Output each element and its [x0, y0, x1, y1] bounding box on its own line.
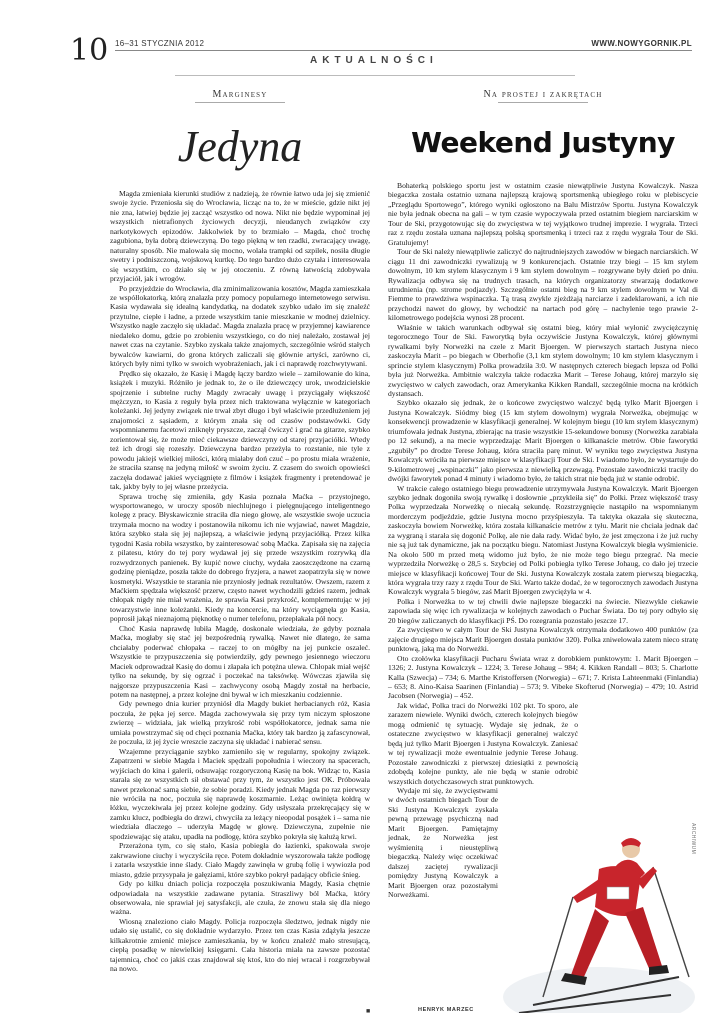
section-rule — [175, 75, 575, 76]
article-weekend-justyny — [388, 85, 698, 899]
paragraph: Tour de Ski należy niewątpliwie zaliczyć do najtrudniejszych zawodów w biegach narciarskich. W ciągu 11 dni zawodniczki rywalizują w 9 konkurencjach. Ostatnie trzy biegi – 15 km stylem dowolnym, 10 km stylem klasycznym i 9 km stylem dowolnym – rozgrywane były dzień po dniu. Rywalizacja odbywa się na trudnych trasach, na których organizatorzy stwarzają dodatkowe utrudnienia (np. strome podjazdy). Szczególnie ostatni bieg na 9 km stylem dowolnym w Val di Fiemme to prawdziwa wspinaczka. Tą trasą zwykle zjeżdżają narciarze i zadeklarowani, a ich nie przychodzi nawet do głowy, by wchodzić na nartach pod górę – nachylenie tego prawie 2-kilometrowego podejścia wynosi 28 procent. — [388, 247, 698, 323]
paragraph: Gdy po kilku dniach policja rozpoczęła poszukiwania Magdy, Kasia chętnie odpowiadała na wszystkie zadawane pytania. Straszliwy ból Maćka, który obserwowała, nie sprawiał jej satysfakcji, ale czuła, że znowu stała się dla niego ważna. — [110, 879, 370, 917]
kicker-rule — [195, 102, 285, 103]
column-kicker: Marginesy — [212, 89, 268, 100]
page-number: 10 — [70, 33, 109, 68]
paragraph: Wiosną znaleziono ciało Magdy. Policja rozpoczęła śledztwo, jednak nigdy nie udało się ustalić, co się dokładnie wydarzyło. Przez ten czas Kasia zdążyła jeszcze kilkakrotnie zmienić miejsce zamieszkania, by w końcu znaleźć mało stresującą, ciepłą posadkę w niewielkiej księgarni. Cała historia miała na zawsze pozostać tajemnicą, choć co jakiś czas znajdował się ktoś, kto do niej wracał i rozgrzebywał na nowo. — [110, 916, 370, 974]
paragraph: W trakcie całego ostatniego biegu prowadzenie utrzymywała Justyna Kowalczyk. Marit Bjoergen szybko jednak dogoniła swoją rywalkę i dosłownie „przykleiła się” do Polki. Przez większość trasy Polka wyprzedzała Norweżkę o niecałą sekundę. Rozstrzygnięcie nastąpiło na wspomnianym morderczym podjeździe, gdzie Justyna mocno przyśpieszyła. Ta taktyka okazała się skuteczna, zaskoczyła bowiem Norweżkę, która została kilkanaście metrów z tyłu. Marit nie chciała jednak dać za wygraną i starała się dogonić Polkę, ale nie dała rady. Widać było, że jest zmęczona i że już ruchy nie są już tak dynamiczne, jak na początku biegu. Natomiast Justyna Kowalczyk biegła wyśmienicie. Na około 500 m przed metą widomo już było, że nie może tego biegu przegrać. Na mecie wyprzedziła Norweżkę o 28,5 s. Szybciej od Polki pobiegła tylko Terese Johaug, co dało jej trzecie miejsce w klasyfikacji końcowej Tour de Ski. Justyna Kowalczyk została zatem pierwszą biegaczką, która wygrała trzy razy z rzędu Tour de Ski. Warto także dodać, że w tegorocznych zawodach Justyna Kowalczyk wygrała 5 biegów, zaś Marit Bjoergen zwyciężyła w 4. — [388, 483, 698, 597]
paragraph: Sprawa trochę się zmieniła, gdy Kasia poznała Maćka – przystojnego, wysportowanego, w uroczy sposób niechlujnego i pielęgnującego inteligentnego kolegę z pracy. Błyskawicznie straciła dla niego głowę, ale wszystkie swoje uczucia trzymała mocno na wodzy i postanowiła nikomu ich nie wyjawiać, nawet Magdzie, która szybko stała się jej najlepszą, a właściwie jedyną przyjaciółką. Przez kilka tygodni Kasia robiła wszystko, by zainteresować sobą Maćka. Zapisała się na zajęcia z pilatesu, który do tej pory wydawał jej się przede wszystkim rozrywką dla rozwydrzonych panienek. By kupić nowe ciuchy, wydała zaoszczędzone na czarną godzinę pieniądze, poszła także do dobrego fryzjera, a nawet zaopatrzyła się w nowe kosmetyki. Wszystkie te starania nie przyniosły jednak rezultatów. Owszem, razem z Maćkiem spędzała większość przerw, często nawet wychodzili gdzieś razem, jednak chłopak nigdy nie miał wrażenia, że sprawia Kasi przykrość, komplementując w jej towarzystwie inne koleżanki. Kiedy na koncercie, na który wyciągnęła go Kasia, poprosił jakąś nieznajomą pięknotkę o numer telefonu, przepłakała pół nocy. — [110, 491, 370, 624]
paragraph: Oto czołówka klasyfikacji Pucharu Świata wraz z dorobkiem punktowym: 1. Marit Bjoergen – 1326; 2. Justyna Kowalczyk – 1224; 3. Terese Johaug – 984; 4. Kikken Randall – 803; 5. Charlotte Kalla (Szwecja) – 734; 6. Marthe Kristoffersen (Norwegia) – 671; 7. Krista Lahteenmaki (Finlandia) – 653; 8. Aino-Kaisa Saarinen (Finlandia) – 573; 9. Vibeke Skofterud (Norwegia) – 479; 10. Astrid Jacobsen (Norwegia) – 452. — [388, 653, 698, 701]
section-name: AKTUALNOŚCI — [310, 55, 438, 66]
skier-photo — [503, 827, 695, 1013]
paragraph: Wzajemne przyciąganie szybko zamieniło się w regularny, spokojny związek. Zapatrzeni w siebie Magda i Maciek spędzali popołudnia i wieczory na spacerach, wyjściach do kina i galerii, odsuwając rozgoryczoną Kasię na bok. Widząc to, Kasia starała się ze wszystkich sił obstawać przy tym, że wszystko jest OK. Próbowała nawet przekonać samą siebie, że sobie poradzi. Kiedy jednak Magda po raz pierwszy nie wróciła na noc, poczuła się naprawdę koszmarnie. Leżąc owinięta kołdrą w łóżku, wyczekiwała jej przez kolejne godziny. Gdy usłyszała przekręcający się w zamku klucz, podbiegła do drzwi, chwyciła za leżący nieopodal posążek i – sama nie wiedziała dlaczego – uderzyła Magdę w głowę. Dziewczyna, zupełnie nie spodziewając się ataku, upadła na podłogę, która szybko pokryła się kałużą krwi. — [110, 746, 370, 841]
issue-date: 16–31 STYCZNIA 2012 — [115, 39, 205, 48]
paragraph: Właśnie w takich warunkach odbywał się ostatni bieg, który miał wyłonić zwyciężczynię tegorocznego Tour de Ski. Faworytką była oczywiście Justyna Kowalczyk, której głównymi rywalkami były Norweżki na czele z Marit Bjoergen. W pierwszych startach Justyna nieco zaskoczyła Marit – po biegach w Oberhofie (3,1 km stylem dowolnym; 10 km stylem klasycznym i sprincie stylem klasycznym) Polka prowadziła 3:0. W następnych czterech biegach lepsza od Polki była już Norweżka. Ambitnie walczyła także rodaczka Marit – Terese Johaug, której marzyło się zwycięstwo w całych zawodach, oraz Amerykanka Kikken Randall, szczególnie mocna na krótkich dystansach. — [388, 322, 698, 398]
paragraph: Polka i Norweżka to w tej chwili dwie najlepsze biegaczki na świecie. Niezwykle ciekawie zapowiada się więc ich rywalizacja w kolejnych zawodach o Puchar Świata. Do tej pory odbyło się 20 biegów zaliczanych do klasyfikacji PŚ. Do rozegrania pozostało jeszcze 17. — [388, 596, 698, 625]
byline: HENRYK MARZEC — [418, 1007, 474, 1013]
paragraph: Choć Kasia naprawdę lubiła Magdę, doskonale wiedziała, że gdyby poznała Maćka, mogłaby się stać jej bezpośrednią rywalką. Nawet nie dlatego, że sama chciałaby poderwać chłopaka – raczej to on mógłby na jej punkcie oszaleć. Wszystkie te przypuszczenia się potwierdziły, gdy pewnego jesiennego wieczoru Maciek odprowadzał Kasię do domu i złapała ich potężna ulewa. Chłopak miał wejść tylko na sekundę, by się ogrzać i poczekać na taksówkę. Wówczas zjawiła się najgorsze przypuszczenia Kasi – zachwycony osobą Magdy został na herbacie, potem na następnej, a przez kolejne dni bywał w ich mieszkaniu codziennie. — [110, 623, 370, 700]
paragraph: Przerażona tym, co się stało, Kasia pobiegła do łazienki, spakowała swoje zakrwawione ciuchy i wyczyściła ręce. Potem dokładnie wyszorowała także podłogę i zatarła wszystkie inne ślady. Ciało Magdy zawinęła w grubą folię i wywiozła pod miasto, gdzie przysypała je gałęziami, które szybko pokrył padający obficie śnieg. — [110, 841, 370, 879]
article-body — [110, 189, 370, 974]
article-body — [388, 181, 698, 899]
header-rule — [115, 50, 692, 51]
article-title: Weekend Justyny — [411, 126, 675, 159]
paragraph: Bohaterką polskiego sportu jest w ostatnim czasie niewątpliwie Justyna Kowalczyk. Nasza biegaczka została ostatnio uznana najlepszą krajową sportsmenką ubiegłego roku w plebiscycie „Przeglądu Sportowego”, którego wyniki ogłoszono na Balu Mistrzów Sportu. Justyna Kowalczyk nie była jednak obecna na gali – w tym czasie wypoczywała przed ostatnim biegiem narciarskim w Tour de Ski, przygotowując się do zwycięstwa w tej wyjątkowo trudnej imprezie. I wygrała. Trzeci raz z rzędu została uznana najlepszą polską sportsmenką i trzeci raz z rzędu wygrała Tour de Ski. Gratulujemy! — [388, 181, 698, 247]
photo-credit: ARCHIWUM — [690, 823, 696, 855]
column-kicker: Na prostej i zakrętach — [483, 89, 603, 100]
paragraph: Wydaje mi się, że zwycięstwami w dwóch ostatnich biegach Tour de Ski Justyna Kowalczyk zyskała pewną przewagę psychiczną nad Marit Bjoergen. Pamiętajmy jednak, że Norweżka jest wyśmienitą i nieustępliwą biegaczką. Należy więc oczekiwać dalszej zaciętej rywalizacji pomiędzy Justyną Kowalczyk a Marit Bjoergen oraz pozostałymi Norweżkami. — [388, 786, 498, 899]
paragraph: Szybko okazało się jednak, że o końcowe zwycięstwo walczyć będą tylko Marit Bjoergen i Justyna Kowalczyk. Siódmy bieg (15 km stylem dowolnym) wygrała Norweżka, obejmując w konsekwencji prowadzenie w klasyfikacji generalnej. W kolejnym biegu (10 km stylem klasycznym) triumfowała jednak Justyna, zbierając na trasie wszystkie 15-sekundowe bonusy (Norweżka zarabiała po 12 sekund), a na mecie wyprzedzając Marit Bjoergen o kilkanaście metrów. Obie faworytki „zgubiły” po drodze Terese Johaug, która straciła parę minut. W wyniku tego zwycięstwa Justyna Kowalczyk wróciła na pierwsze miejsce w klasyfikacji Tour de Ski. I wiadomo było, że wystartuje do 9-kilometrowej „wspinaczki” jako pierwsza z niewielką przewagą. Pozostałe zawodniczki tracily do dwójki faworytek ponad 4 minuty i wiadomo było, że takich strat nie będą już w stanie odrobić. — [388, 398, 698, 484]
paragraph: Magda zmieniała kierunki studiów z nadzieją, że równie łatwo uda jej się zmienić swoje życie. Przeniosła się do Wrocławia, licząc na to, że w mieście, gdzie nikt jej nie zna, łatwiej będzie jej zacząć wszystko od nowa. Nikt nie będzie wypominał jej wszystkich nietrafionych życiowych decyzji, nieudanych związków czy narkotykowych epizodów. Jakkolwiek by to brzmiało – Magda, choć trochę zagubiona, była dobrą dziewczyną. Do tego piękną w ten rzadki, zwracający uwagę, naturalny sposób. Nie malowała się mocno, wolała trampki od szpilek, nosiła długie swetry i podniszczoną, wojskową kurtkę. Do tego bardzo dużo czytała i interesowała się wszystkim, co działo się w jej otoczeniu. Z równą łatwością zdobywała przyjaciół, jak i wrogów. — [110, 189, 370, 284]
paragraph: Gdy pewnego dnia kurier przyniósł dla Magdy bukiet herbacianych róż, Kasia poczuła, że pęka jej serce. Magda zachowywała się przy tym niczym spłoszone zwierzę – widziała, jak wielką przykrość robi współlokatorce, jednak sama nie umiała powstrzymać się od chęci poznania Maćka, który tak bardzo ją zafascynował, że poczuła, iż jej życie wreszcie zaczyna się układać i nabierać sensu. — [110, 699, 370, 747]
paragraph: Prędko się okazało, że Kasię i Magdę łączy bardzo wiele – zamiłowanie do kina, książek i muzyki. Różniło je jednak to, że o ile dziewczęcy urok, uwodzicielskie spojrzenie i subtelne ruchy Magdy zwracały uwagę i przyciągały większość mężczyzn, to Kasia z reguły była przez nich traktowana wyłącznie w kategoriach koleżanki. Jej jedyny związek nie trwał zbyt długo i był właściwie przedłużeniem jej znajomości z sąsiadem, z którym znała się od czasów podstawówki. Gdy wspomnianemu facetowi zniknęły pryszcze, zaczął ćwiczyć i grać na gitarze, szybko zorientował się, że może mieć ciekawsze dziewczyny od starej przyjaciółki. Wtedy też ich drogi się rozeszły. Dziewczyna bardzo przeżyła to rozstanie, nie tyle z powodu jakiejś wielkiej miłości, którą miałaby doń czuć – po prostu miała wrażenie, że straciła szansę na jedyną miłość w swoim życiu. Z czasem do swoich opowieści zaczęła dodawać jakieś wyciągnięte z filmów i książek fragmenty i pretendować je tak, jakby były to jej własne przeżycia. — [110, 368, 370, 492]
site-url[interactable]: WWW.NOWYGORNIK.PL — [591, 39, 692, 48]
article-title: Jedyna — [177, 122, 303, 171]
skier-icon — [503, 827, 695, 1013]
paragraph: Jak widać, Polka traci do Norweżki 102 pkt. To sporo, ale zarazem niewiele. Wyniki dwóch, czterech kolejnych biegów mogą odmienić tę sytuację. Wydaje się jednak, że o ostateczne zwycięstwo w klasyfikacji generalnej walczyć będą już tylko Marit Bjoergen i Justyna Kowalczyk. Zaniesać w tej rywalizacji może ewentualnie jedynie Terese Johaug. Pozostałe zawodniczki z pierwszej dziesiątki z pewnością zdobędą kolejne punkty, ale nie będą w stanie odrobić wszystkich dotychczasowych strat punktowych. — [388, 700, 578, 786]
kicker-rule — [498, 102, 588, 103]
paragraph: Po przyjeździe do Wrocławia, dla zminimalizowania kosztów, Magda zamieszkała ze współlokatorką, którą znalazła przy pomocy popularnego internetowego serwisu. Kasia wydawała się idealną kandydatką, na dodatek szybko udało im się znaleźć przytulne, ciepłe i ładne, a przede wszystkim tanie mieszkanie w modnej dzielnicy. Wszystko nagle zaczęło się układać. Magda znalazła pracę w przyjemnej kawiarence niedaleko domu, gdzie po zrobieniu wszystkiego, co do niej należało, zostawał jej nawet czas na czytanie. Szybko zyskała także znajomych, szczególnie wśród stałych bywalców kawiarni, do grona których zaliczali się głównie artyści, zarówno ci, których były nimi tylko w swoich wyobrażeniach, jak i ci naprawdę rozchwytywani. — [110, 283, 370, 369]
paragraph: Za zwycięstwo w całym Tour de Ski Justyna Kowalczyk otrzymała dodatkowo 400 punktów (za zajęcie drugiego miejsca Marit Bjoergen dostała punktów 320). Polka zniwelowała zatem nieco stratę punktową, jaką ma do Norweżki. — [388, 625, 698, 654]
article-jedyna — [110, 85, 370, 974]
end-mark: ■ — [366, 1007, 371, 1015]
